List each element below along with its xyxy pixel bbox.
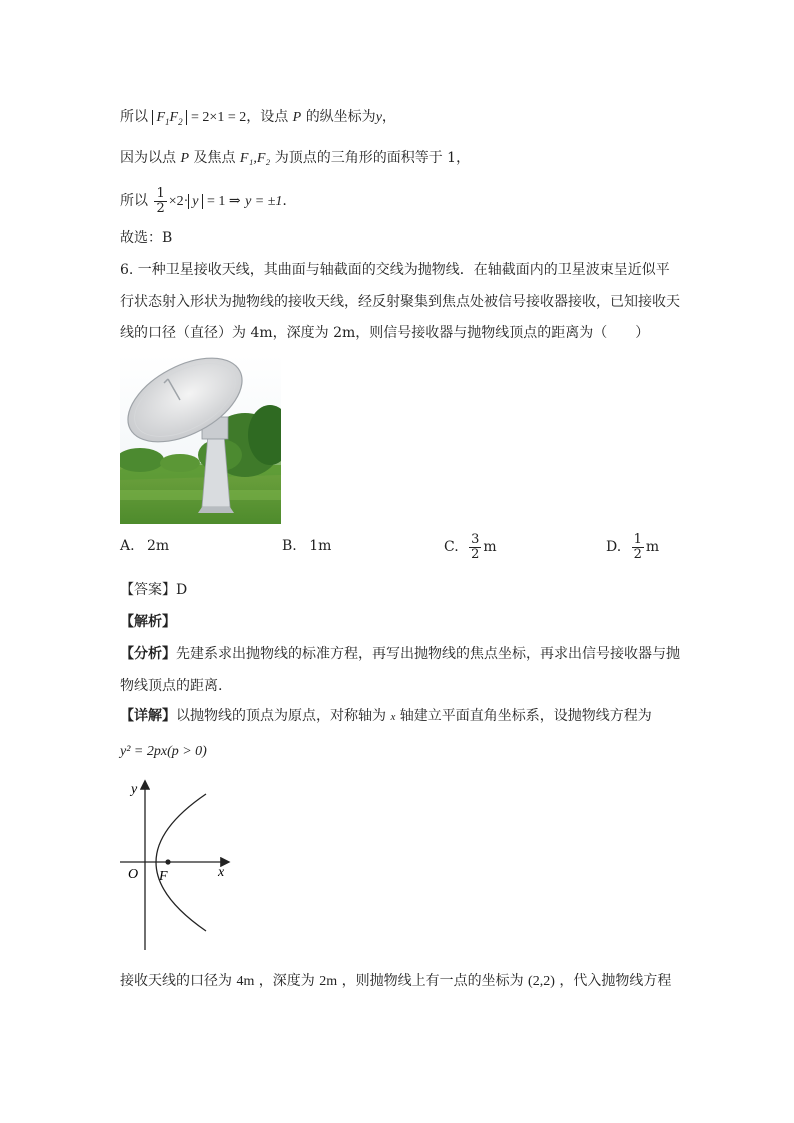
text: ，深度为 — [258, 973, 315, 989]
abs-y: y — [188, 194, 202, 209]
option-b[interactable] — [282, 536, 331, 556]
var-y: y — [375, 110, 382, 125]
point: (2,2) — [528, 974, 555, 989]
option-c[interactable] — [444, 532, 497, 562]
focus-label: F — [159, 869, 168, 884]
option-letter: C. — [444, 539, 459, 555]
question-line-2: 行状态射入形状为抛物线的接收天线，经反射聚集到焦点处被信号接收器接收，已知接收天 — [120, 294, 680, 310]
question-line-1: 6. 一种卫星接收天线，其曲面与轴截面的交线为抛物线．在轴截面内的卫星波束呈近似平 — [120, 262, 670, 278]
origin-label: O — [128, 867, 139, 882]
text: ，设点 — [246, 109, 289, 125]
option-letter: A. — [120, 538, 135, 554]
text: ，代入抛物线方程 — [559, 973, 672, 989]
text: 轴建立平面直角坐标系，设抛物线方程为 — [399, 708, 652, 724]
text: 为顶点的三角形的面积等于 1， — [274, 150, 471, 166]
last-line — [120, 971, 671, 992]
text: . — [282, 193, 287, 209]
text: 所以 — [120, 109, 148, 125]
solution-line-1 — [120, 107, 396, 132]
option-letter: D. — [606, 539, 622, 555]
option-a[interactable] — [120, 536, 169, 556]
question-line-3: 线的口径（直径）为 4m，深度为 2m，则信号接收器与抛物线顶点的距离为（ ） — [120, 325, 650, 341]
value: 4m — [236, 974, 255, 989]
fenxi-tag: 【分析】 — [120, 646, 176, 662]
option-unit: m — [645, 539, 660, 555]
value: 2m — [319, 974, 338, 989]
text: ， — [381, 109, 396, 125]
text: 的纵坐标为 — [305, 109, 376, 125]
option-letter: B. — [282, 538, 297, 554]
x-axis-label: x — [218, 865, 225, 880]
choice-line: 故选：B — [120, 230, 173, 246]
satellite-dish-image — [120, 355, 281, 524]
detail-tag: 【详解】 — [120, 708, 176, 724]
answer-line: 【答案】D — [120, 582, 188, 598]
text: 接收天线的口径为 — [120, 973, 232, 989]
point-p: P — [292, 110, 302, 125]
solution-line-2 — [120, 148, 470, 169]
solution-line-3 — [120, 186, 287, 216]
fraction-half: $\frac{1}{2}$ — [156, 185, 165, 216]
equation: = 1 ⇒ — [206, 194, 241, 209]
foci: F₁,F₂ — [239, 151, 271, 166]
satellite-dish-photo — [120, 355, 281, 524]
parabola-equation: y² = 2px(p > 0) — [120, 744, 207, 759]
option-fraction: $\frac{3}{2}$ — [471, 531, 480, 562]
focus-point — [165, 859, 170, 864]
option-d[interactable] — [606, 532, 659, 562]
text: ，则抛物线上有一点的坐标为 — [341, 973, 524, 989]
text: 所以 — [120, 193, 148, 209]
fenxi-line — [120, 644, 680, 664]
focal-distance: $F_1F_2$ — [152, 110, 186, 125]
point-p: P — [180, 151, 190, 166]
fenxi-line-2: 物线顶点的距离. — [120, 678, 223, 694]
option-unit: m — [483, 539, 497, 555]
option-fraction: $\frac{1}{2}$ — [633, 531, 642, 562]
parabola-graph — [112, 776, 242, 954]
text: 及焦点 — [193, 150, 236, 166]
y-axis-label: y — [131, 782, 138, 797]
option-text: 2m — [147, 538, 170, 554]
analysis-heading: 【解析】 — [120, 614, 176, 630]
result: y = ±1 — [245, 194, 283, 209]
text: 先建系求出抛物线的标准方程，再写出抛物线的焦点坐标，再求出信号接收器与抛 — [176, 646, 680, 662]
option-text: 1m — [309, 538, 332, 554]
var-x: x — [390, 711, 396, 723]
equation: = 2×1 = 2 — [191, 110, 247, 125]
text: 以抛物线的顶点为原点，对称轴为 — [176, 708, 386, 724]
text: ×2· — [168, 194, 189, 209]
detail-line — [120, 706, 652, 727]
text: 因为以点 — [120, 150, 176, 166]
